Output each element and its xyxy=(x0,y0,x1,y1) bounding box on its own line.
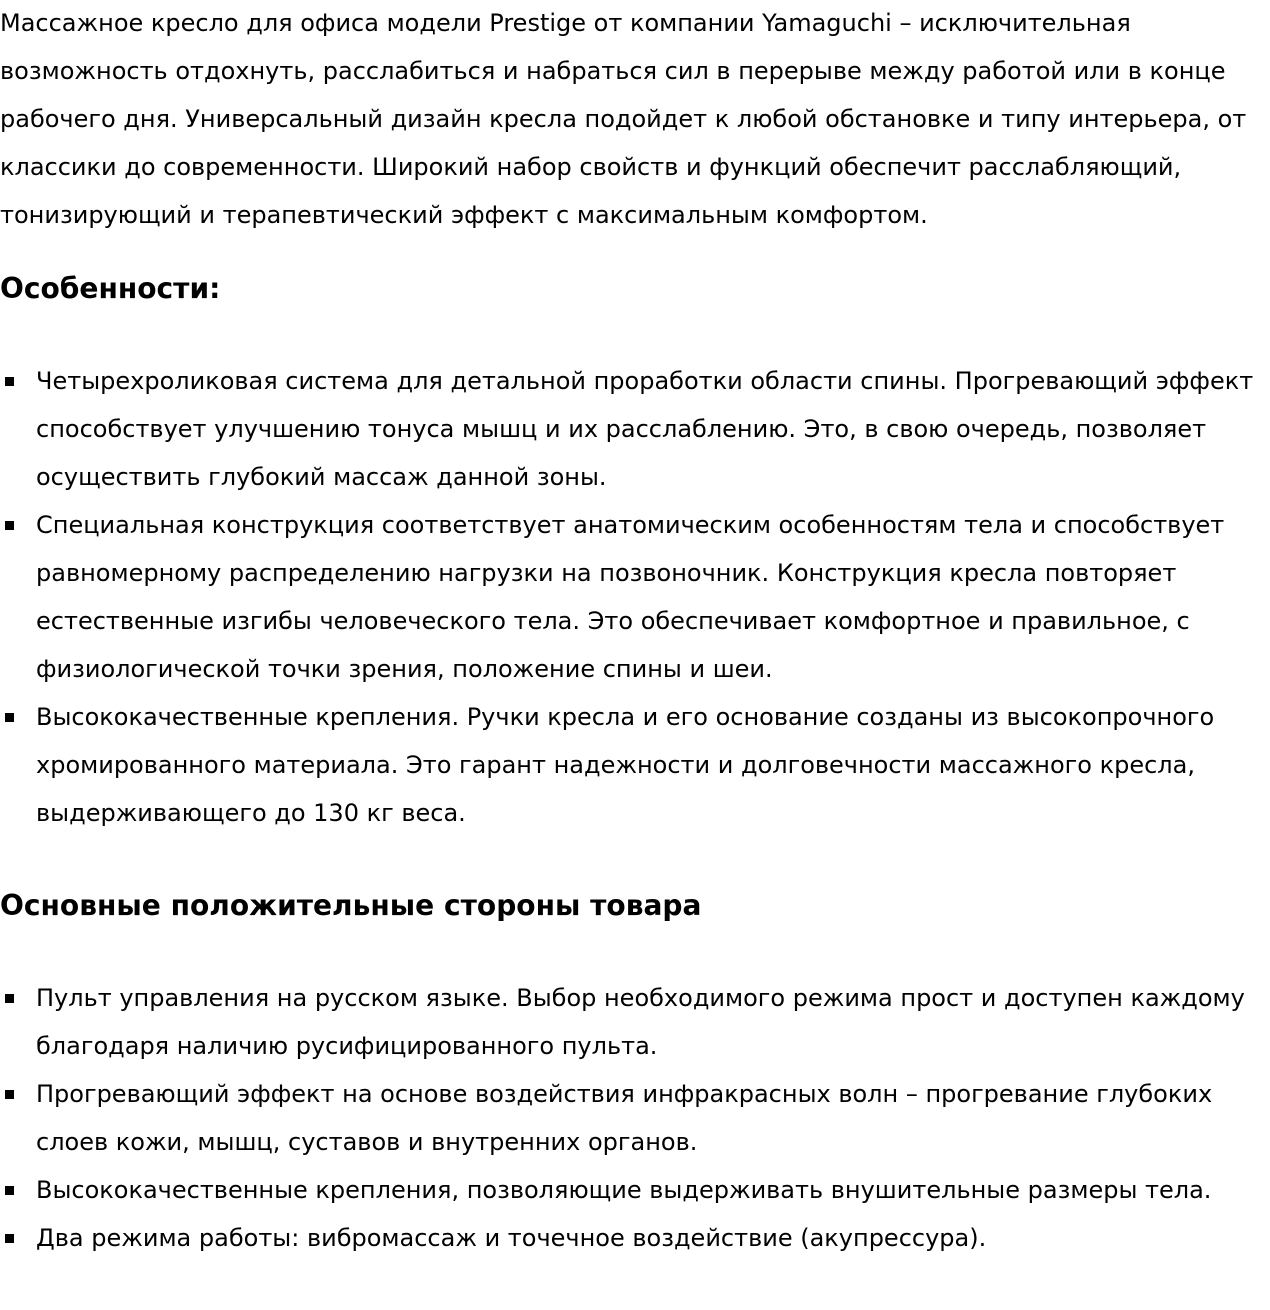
features-list xyxy=(0,357,1270,837)
square-bullet-icon xyxy=(5,377,14,386)
square-bullet-icon xyxy=(5,713,14,722)
square-bullet-icon xyxy=(5,1186,14,1195)
list-item-text: Высококачественные крепления, позволяющие выдерживать внушительные размеры тела. xyxy=(36,1176,1212,1204)
list-item xyxy=(0,974,1270,1070)
list-item-text: Прогревающий эффект на основе воздействия инфракрасных волн – прогревание глубоких слоев кожи, мышц, суставов и внутренних органов. xyxy=(36,1080,1213,1156)
advantages-heading: Основные положительные стороны товара xyxy=(0,889,702,922)
list-item-text: Специальная конструкция соответствует анатомическим особенностям тела и способствует равномерному распределению нагрузки на позвоночник. Конструкция кресла повторяет естественные изгибы человеческого тела. Это обеспечивает комфортное и правильное, с физиологической точки зрения, положение спины и шеи. xyxy=(36,511,1225,683)
list-item xyxy=(0,1166,1270,1214)
intro-paragraph: Массажное кресло для офиса модели Prestige от компании Yamaguchi – исключительная возможность отдохнуть, расслабиться и набраться сил в перерыве между работой или в конце рабочего дня. Универсальный дизайн кресла подойдет к любой обстановке и типу интерьера, от классики до современности. Широкий набор свойств и функций обеспечит расслабляющий, тонизирующий и терапевтический эффект с максимальным комфортом. xyxy=(0,9,1247,229)
list-item xyxy=(0,1214,1270,1262)
list-item xyxy=(0,357,1270,501)
advantages-list xyxy=(0,974,1270,1262)
square-bullet-icon xyxy=(5,1234,14,1243)
list-item xyxy=(0,693,1270,837)
square-bullet-icon xyxy=(5,994,14,1003)
list-item xyxy=(0,501,1270,693)
square-bullet-icon xyxy=(5,521,14,530)
list-item-text: Четырехроликовая система для детальной проработки области спины. Прогревающий эффект способствует улучшению тонуса мышц и их расслаблению. Это, в свою очередь, позволяет осуществить глубокий массаж данной зоны. xyxy=(36,367,1254,491)
features-heading: Особенности: xyxy=(0,272,221,305)
list-item-text: Высококачественные крепления. Ручки кресла и его основание созданы из высокопрочного хромированного материала. Это гарант надежности и долговечности массажного кресла, выдерживающего до 130 кг веса. xyxy=(36,703,1215,827)
list-item-text: Два режима работы: вибромассаж и точечное воздействие (акупрессура). xyxy=(36,1224,987,1252)
square-bullet-icon xyxy=(5,1090,14,1099)
list-item-text: Пульт управления на русском языке. Выбор необходимого режима прост и доступен каждому благодаря наличию русифицированного пульта. xyxy=(36,984,1245,1060)
list-item xyxy=(0,1070,1270,1166)
